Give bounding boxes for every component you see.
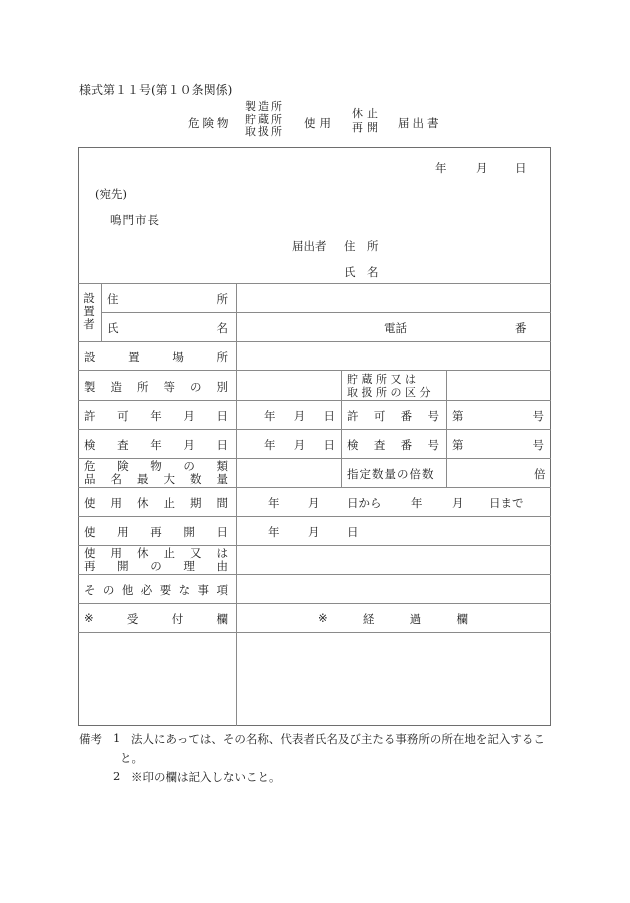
reception-label: ※ 受 付 欄	[84, 611, 228, 626]
date-year[interactable]: 年	[435, 161, 447, 175]
facility-types: 製造所 貯蔵所 取扱所	[245, 100, 284, 138]
title-part3: 届出書	[398, 116, 442, 130]
multiple-label: 指定数量の倍数	[347, 467, 435, 481]
date-month[interactable]: 月	[476, 161, 488, 175]
permit-number-label: 許 可 番 号	[347, 409, 439, 423]
installer-group-label: 設 置 者	[83, 291, 95, 331]
reason-label-line1: 使 用 休 止 又 は	[84, 546, 228, 560]
progress-label: ※ 経 過 欄	[318, 611, 468, 626]
permit-date-label: 許 可 年 月 日	[84, 409, 228, 423]
period-to-year[interactable]: 年	[411, 496, 423, 510]
title-part2: 使用	[304, 116, 335, 130]
notifier-name-label: 氏 名	[344, 265, 379, 279]
resume-month[interactable]: 月	[308, 525, 320, 539]
title-part1: 危険物	[188, 116, 232, 130]
notifier-address-label: 住 所	[344, 239, 379, 253]
installer-name-label: 氏 名	[107, 321, 228, 335]
multiple-suffix: 倍	[534, 467, 546, 481]
period-to-day[interactable]: 日まで	[489, 496, 524, 510]
resume-date-label: 使 用 再 開 日	[84, 525, 228, 539]
hazmat-label-line1: 危 険 物 の 類	[84, 459, 228, 473]
inspection-date-value[interactable]: 年 月 日	[264, 438, 335, 452]
period-from-month[interactable]: 月	[308, 496, 320, 510]
reason-label-line2: 再 開 の 理 由	[84, 559, 228, 573]
location-label: 設 置 場 所	[84, 350, 228, 364]
addressee: 鳴門市長	[110, 213, 160, 227]
phone-suffix: 番	[515, 321, 527, 335]
phone-label: 電話	[384, 321, 407, 335]
notifier-label: 届出者	[292, 239, 327, 253]
facility-class-label: 製 造 所 等 の 別	[84, 380, 228, 394]
inspection-number-value[interactable]: 第 号	[452, 438, 544, 452]
addressee-label: (宛先)	[95, 187, 127, 201]
period-from-year[interactable]: 年	[268, 496, 280, 510]
installer-address-label: 住 所	[107, 292, 228, 306]
permit-date-value[interactable]: 年 月 日	[264, 409, 335, 423]
period-from-day[interactable]: 日から	[347, 496, 382, 510]
hazmat-label-line2: 品 名 最 大 数 量	[84, 472, 228, 486]
note-1: 法人にあっては、その名称、代表者氏名及び主たる事務所の所在地を記入するこ	[131, 732, 545, 746]
form-number: 様式第１１号(第１０条関係)	[79, 83, 233, 97]
inspection-number-label: 検 査 番 号	[347, 438, 439, 452]
action-types: 休止 再開	[352, 107, 382, 134]
other-matters-label: そ の 他 必 要 な 事 項	[84, 583, 228, 597]
note-2: ※印の欄は記入しないこと。	[131, 770, 281, 784]
notes-label: 備考	[79, 732, 102, 746]
date-day[interactable]: 日	[515, 161, 527, 175]
storage-class-label: 貯 蔵 所 又 は 取 扱 所 の 区 分	[347, 373, 431, 399]
permit-number-value[interactable]: 第 号	[452, 409, 544, 423]
inspection-date-label: 検 査 年 月 日	[84, 438, 228, 452]
suspension-period-label: 使 用 休 止 期 間	[84, 496, 228, 510]
resume-day[interactable]: 日	[347, 525, 359, 539]
resume-year[interactable]: 年	[268, 525, 280, 539]
period-to-month[interactable]: 月	[452, 496, 464, 510]
